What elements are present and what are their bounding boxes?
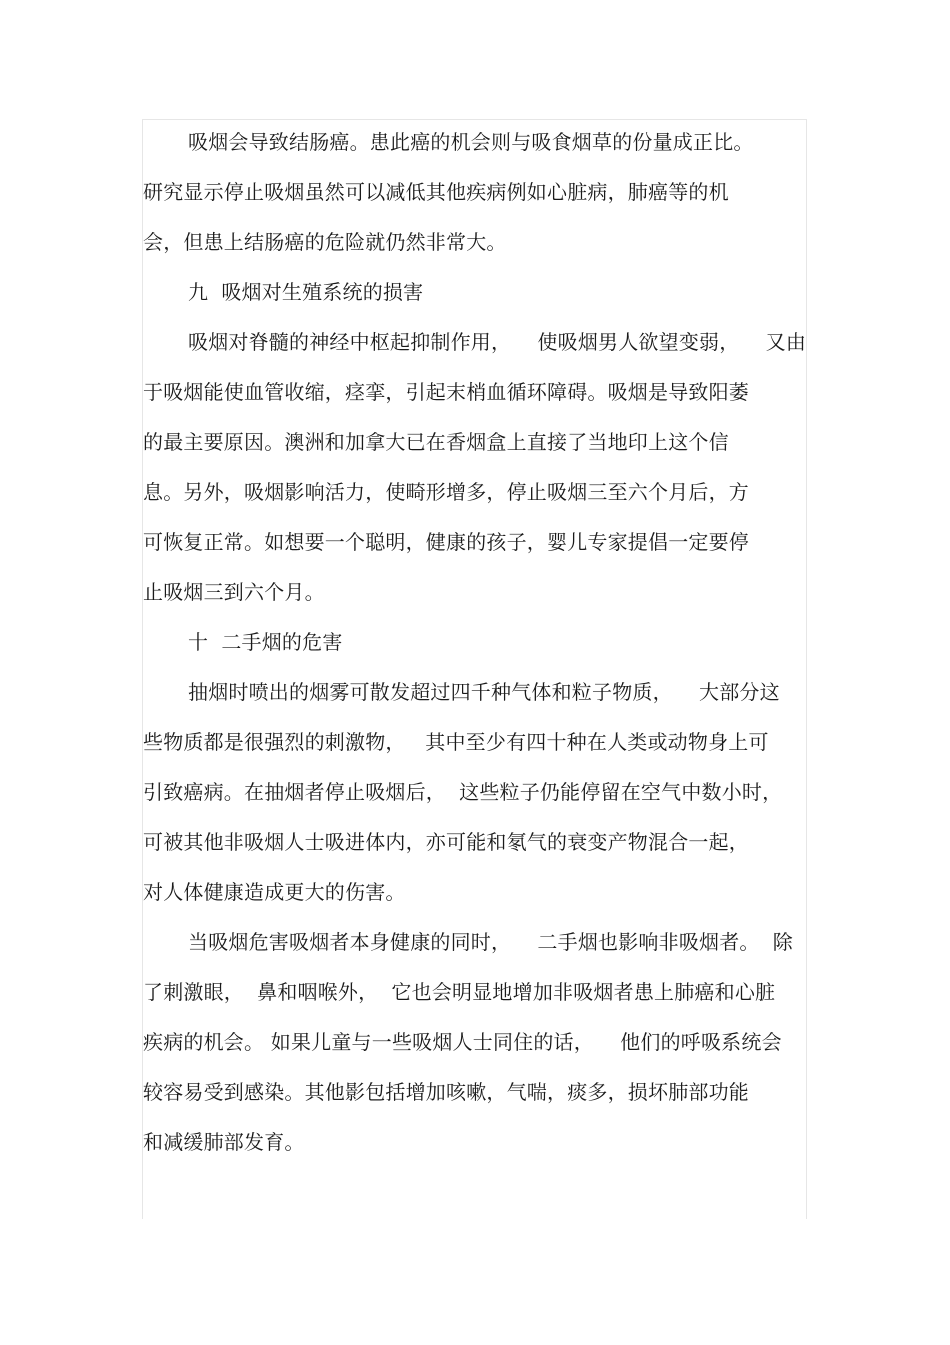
paragraph-line: 止吸烟三到六个月。 xyxy=(143,580,325,604)
paragraph-line: 当吸烟危害吸烟者本身健康的同时， 二手烟也影响非吸烟者。 除 xyxy=(188,930,793,954)
paragraph-line: 可被其他非吸烟人士吸进体内，亦可能和氡气的衰变产物混合一起， xyxy=(143,830,749,854)
paragraph-line: 的最主要原因。澳洲和加拿大已在香烟盒上直接了当地印上这个信 xyxy=(143,430,729,454)
paragraph-line: 可恢复正常。如想要一个聪明，健康的孩子，婴儿专家提倡一定要停 xyxy=(143,530,749,554)
paragraph-line: 引致癌病。在抽烟者停止吸烟后， 这些粒子仍能停留在空气中数小时， xyxy=(143,780,783,804)
paragraph-line: 较容易受到感染。其他影包括增加咳嗽，气喘，痰多，损坏肺部功能 xyxy=(143,1080,749,1104)
paragraph-line: 和减缓肺部发育。 xyxy=(143,1130,305,1154)
section-heading: 九 吸烟对生殖系统的损害 xyxy=(188,280,424,304)
paragraph-line: 研究显示停止吸烟虽然可以减低其他疾病例如心脏病，肺癌等的机 xyxy=(143,180,729,204)
paragraph-line: 息。另外，吸烟影响活力，使畸形增多，停止吸烟三至六个月后，方 xyxy=(143,480,749,504)
paragraph-line: 些物质都是很强烈的刺激物， 其中至少有四十种在人类或动物身上可 xyxy=(143,730,769,754)
paragraph-line: 对人体健康造成更大的伤害。 xyxy=(143,880,406,904)
paragraph-line: 了刺激眼， 鼻和咽喉外， 它也会明显地增加非吸烟者患上肺癌和心脏 xyxy=(143,980,776,1004)
paragraph-line: 会，但患上结肠癌的危险就仍然非常大。 xyxy=(143,230,507,254)
paragraph-line: 吸烟会导致结肠癌。患此癌的机会则与吸食烟草的份量成正比。 xyxy=(188,130,754,154)
paragraph-line: 于吸烟能使血管收缩，痉挛，引起末梢血循环障碍。吸烟是导致阳萎 xyxy=(143,380,749,404)
paragraph-line: 吸烟对脊髓的神经中枢起抑制作用， 使吸烟男人欲望变弱， 又由 xyxy=(188,330,807,354)
paragraph-line: 疾病的机会。 如果儿童与一些吸烟人士同住的话， 他们的呼吸系统会 xyxy=(143,1030,782,1054)
paragraph-line: 抽烟时喷出的烟雾可散发超过四千种气体和粒子物质， 大部分这 xyxy=(188,680,780,704)
section-heading: 十 二手烟的危害 xyxy=(188,630,343,654)
